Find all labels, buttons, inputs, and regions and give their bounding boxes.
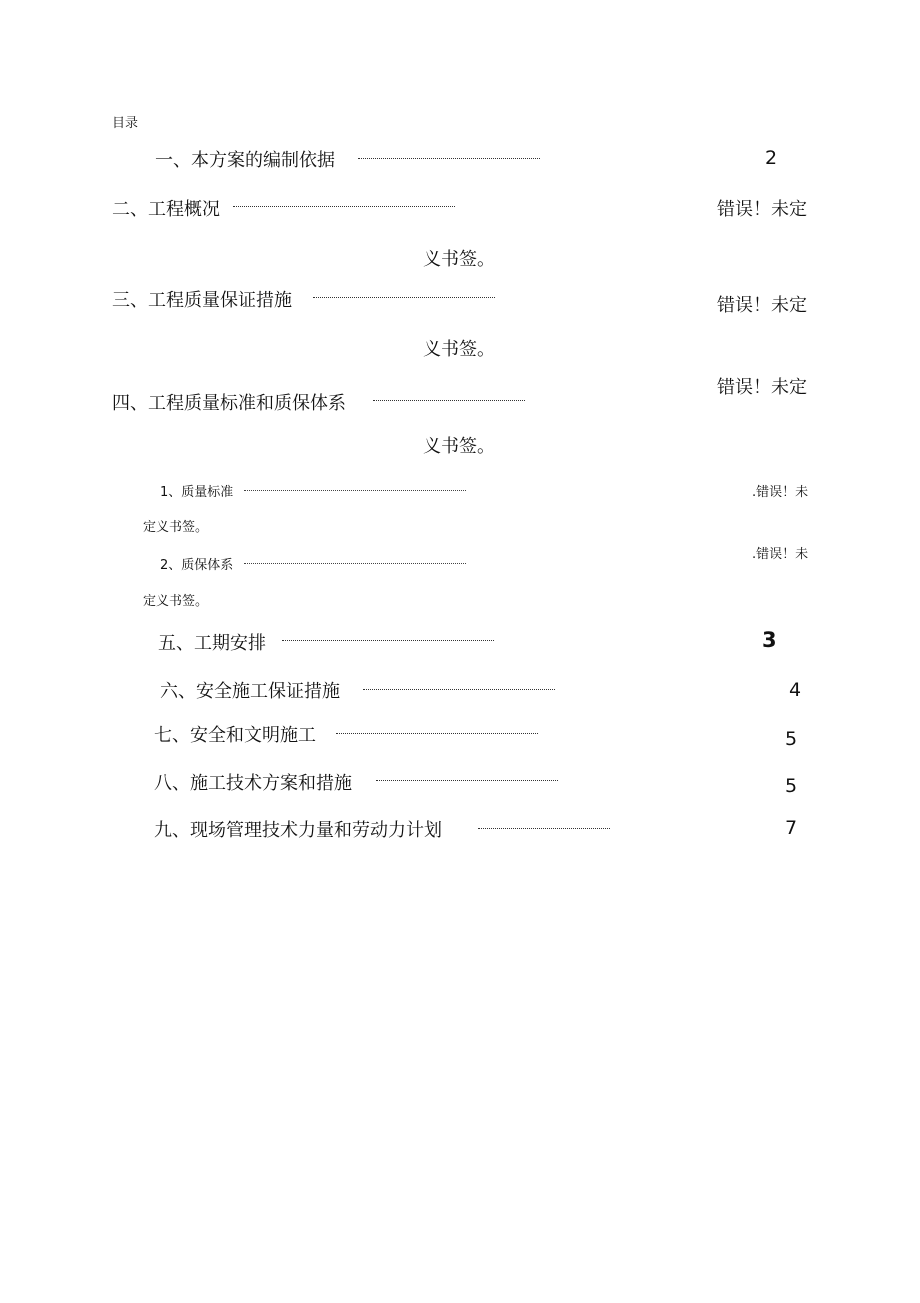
toc-entry-2-page: 错误！未定 (717, 199, 807, 220)
toc-entry-9-page: 7 (785, 817, 798, 839)
toc-entry-1-label: 一、本方案的编制依据 (155, 150, 335, 171)
toc-title: 目录 (112, 116, 139, 131)
toc-subentry-1-page: .错误！未 (752, 485, 809, 500)
toc-subentry-2-page-cont: 定义书签。 (143, 594, 209, 609)
toc-entry-7-page: 5 (785, 728, 798, 750)
toc-entry-7-leader (336, 733, 538, 734)
toc-entry-3-page-cont: 义书签。 (423, 339, 495, 360)
toc-entry-8-page: 5 (785, 775, 798, 797)
toc-subentry-1-label: 1、质量标准 (160, 485, 234, 500)
toc-subentry-2-leader (244, 563, 466, 564)
toc-entry-5-page: 3 (762, 628, 777, 652)
toc-subentry-1-page-cont: 定义书签。 (143, 520, 209, 535)
toc-entry-3-leader (313, 297, 495, 298)
toc-entry-3-label: 三、工程质量保证措施 (112, 290, 292, 311)
toc-entry-1-leader (358, 158, 540, 159)
toc-entry-6-page: 4 (789, 679, 802, 701)
toc-subentry-2-label: 2、质保体系 (160, 558, 234, 573)
toc-subentry-1-leader (244, 490, 466, 491)
toc-entry-8-label: 八、施工技术方案和措施 (154, 773, 352, 794)
toc-entry-1-page: 2 (765, 147, 778, 169)
toc-entry-6-label: 六、安全施工保证措施 (160, 681, 340, 702)
toc-entry-8-leader (376, 780, 558, 781)
toc-entry-9-label: 九、现场管理技术力量和劳动力计划 (154, 820, 442, 841)
toc-entry-2-leader (233, 206, 455, 207)
toc-entry-2-label: 二、工程概况 (112, 199, 220, 220)
toc-entry-4-label: 四、工程质量标准和质保体系 (112, 393, 346, 414)
toc-entry-3-page: 错误！未定 (717, 295, 807, 316)
toc-entry-5-leader (282, 640, 494, 641)
toc-entry-4-leader (373, 400, 525, 401)
toc-entry-2-page-cont: 义书签。 (423, 249, 495, 270)
toc-entry-9-leader (478, 828, 610, 829)
toc-entry-4-page-cont: 义书签。 (423, 436, 495, 457)
toc-subentry-2-page: .错误！未 (752, 547, 809, 562)
toc-entry-4-page: 错误！未定 (717, 377, 807, 398)
toc-entry-6-leader (363, 689, 555, 690)
toc-entry-7-label: 七、安全和文明施工 (154, 725, 316, 746)
toc-entry-5-label: 五、工期安排 (158, 633, 266, 654)
